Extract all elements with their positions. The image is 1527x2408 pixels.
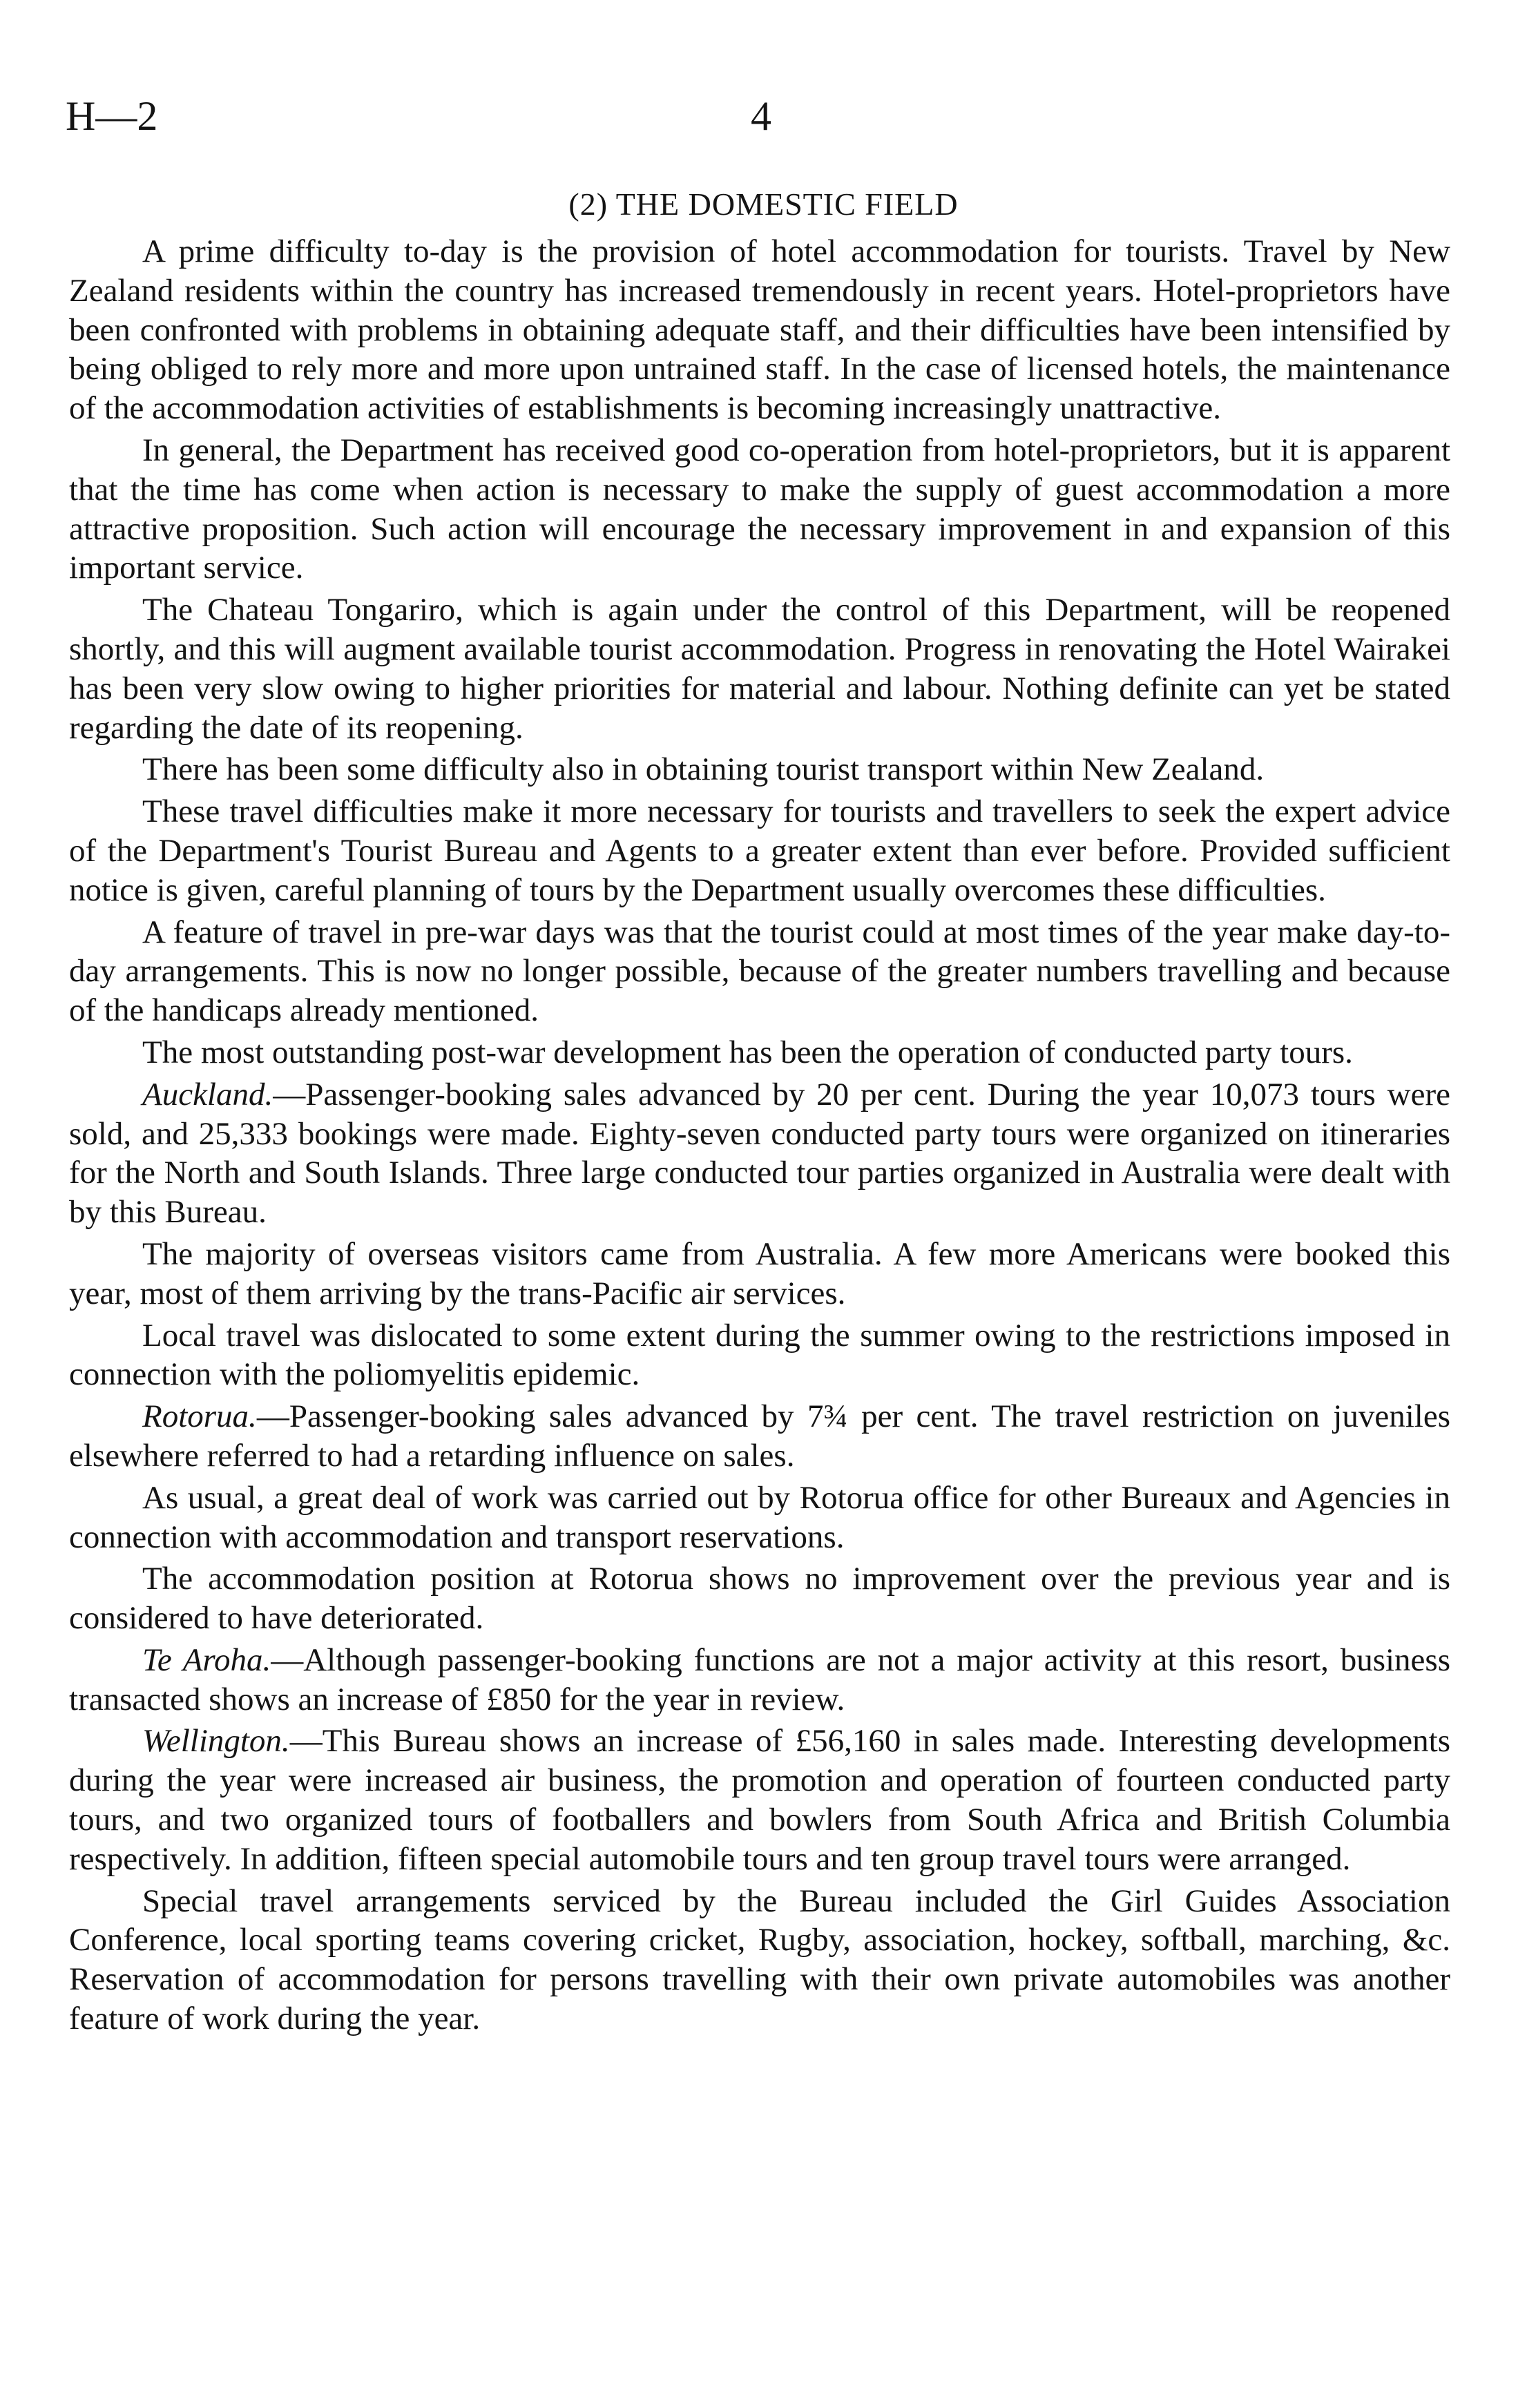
paragraph-text: Special travel arrangements serviced by the Bureau included the Girl Guides Association Conference, local sporting teams covering cricket, Rugby, association, hockey, softball, marching, &c. Reservation of accommodation for persons travelling with their own private automobiles was another feature of work during the year. [69, 1882, 1450, 2037]
paragraph [69, 750, 1450, 789]
paragraph-text: As usual, a great deal of work was carried out by Rotorua office for other Bureaux and Agencies in connection with accommodation and transport reservations. [69, 1479, 1450, 1555]
paragraph-wellington [69, 1722, 1450, 1878]
paragraph-te-aroha [69, 1641, 1450, 1720]
paragraph [69, 1559, 1450, 1638]
paragraph [69, 1316, 1450, 1395]
paragraph [69, 792, 1450, 909]
paragraph-text: —Although passenger-booking functions are not a major activity at this resort, business transacted shows an increase of £850 for the year in review. [69, 1641, 1450, 1717]
paragraph [69, 1882, 1450, 2039]
paragraph [69, 1033, 1450, 1072]
page-number: 4 [751, 93, 771, 139]
paragraph-text: —This Bureau shows an increase of £56,160 in sales made. Interesting developments during the year were increased air business, the promotion and operation of fourteen conducted party tours, and two organized tours of footballers and bowlers from South Africa and British Columbia respectively. In addition, fifteen special automobile tours and ten group travel tours were arranged. [69, 1723, 1450, 1877]
paragraph-text: In general, the Department has received good co-operation from hotel-proprietors, but it is apparent that the time has come when action is necessary to make the supply of guest accommodation a more attractive proposition. Such action will encourage the necessary improvement in and expansion of this important service. [69, 432, 1450, 586]
paragraph-text: A feature of travel in pre-war days was that the tourist could at most times of the year make day-to-day arrangements. This is now no longer possible, because of the greater numbers travelling and because of the handicaps already mentioned. [69, 914, 1450, 1029]
paragraph [69, 431, 1450, 588]
paragraph-text: —Passenger-booking sales advanced by 7¾ per cent. The travel restriction on juveniles elsewhere referred to had a retarding influence on sales. [69, 1398, 1450, 1474]
paragraph-text: A prime difficulty to-day is the provision of hotel accommodation for tourists. Travel by New Zealand residents within the country has increased tremendously in recent years. Hotel-proprietors have been confronted with problems in obtaining adequate staff, and their difficulties have been intensified by being obliged to rely more and more upon untrained staff. In the case of licensed hotels, the maintenance of the accommodation activities of establishments is becoming increasingly unattractive. [69, 233, 1450, 427]
body-text [69, 232, 1450, 2041]
paragraph-text: There has been some difficulty also in obtaining tourist transport within New Zealand. [142, 751, 1265, 788]
paragraph-text: The Chateau Tongariro, which is again under the control of this Department, will be reopened shortly, and this will augment available tourist accommodation. Progress in renovating the Hotel Wairakei has been very slow owing to higher priorities for material and labour. Nothing definite can yet be stated regarding the date of its reopening. [69, 592, 1450, 746]
paragraph-auckland [69, 1075, 1450, 1232]
paragraph [69, 590, 1450, 747]
document-reference: H—2 [66, 93, 158, 139]
paragraph [69, 913, 1450, 1030]
paragraph [69, 232, 1450, 428]
paragraph-text: Local travel was dislocated to some extent during the summer owing to the restrictions imposed in connection with the poliomyelitis epidemic. [69, 1317, 1450, 1393]
paragraph-lead: Auckland. [142, 1076, 273, 1113]
paragraph [69, 1478, 1450, 1557]
paragraph-lead: Rotorua. [142, 1398, 257, 1435]
paragraph-text: The most outstanding post-war development has been the operation of conducted party tours. [142, 1034, 1353, 1070]
paragraph-text: —Passenger-booking sales advanced by 20 per cent. During the year 10,073 tours were sold, and 25,333 bookings were made. Eighty-seven conducted party tours were organized on itineraries for the North and South Islands. Three large conducted tour parties organized in Australia were dealt with by this Bureau. [69, 1076, 1450, 1231]
paragraph [69, 1235, 1450, 1313]
section-heading: (2) THE DOMESTIC FIELD [568, 186, 959, 222]
paragraph-lead: Te Aroha. [142, 1641, 271, 1678]
paragraph-text: The majority of overseas visitors came from Australia. A few more Americans were booked this year, most of them arriving by the trans-Pacific air services. [69, 1235, 1450, 1311]
paragraph-rotorua [69, 1397, 1450, 1476]
paragraph-text: These travel difficulties make it more necessary for tourists and travellers to seek the expert advice of the Department's Tourist Bureau and Agents to a greater extent than ever before. Provided sufficient notice is given, careful planning of tours by the Department usually overcomes these difficulties. [69, 793, 1450, 908]
paragraph-text: The accommodation position at Rotorua shows no improvement over the previous year and is considered to have deteriorated. [69, 1561, 1450, 1637]
paragraph-lead: Wellington. [142, 1723, 290, 1760]
